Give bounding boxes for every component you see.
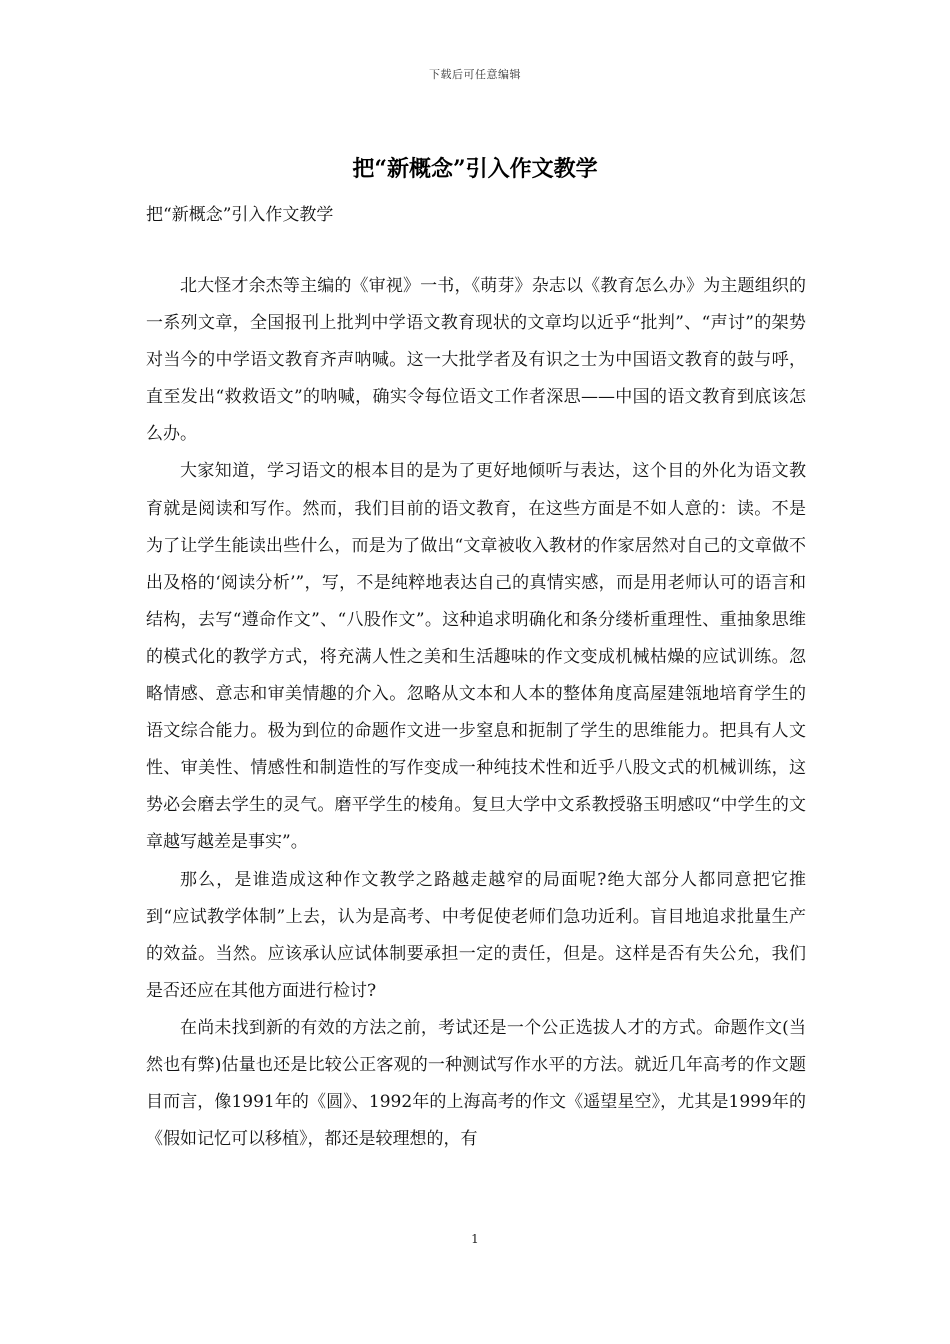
page-header-note: 下载后可任意编辑 xyxy=(429,68,521,81)
paragraph-4: 在尚未找到新的有效的方法之前，考试还是一个公正选拔人才的方式。命题作文(当然也有弊)估量也还是比较公正客观的一种测试写作水平的方法。就近几年高考的作文题目而言，像1991年的《圆》、1992年的上海高考的作文《遥望星空》，尤其是1999年的《假如记忆可以移植》，都还是较理想的，有 xyxy=(146,1017,806,1150)
page-number: 1 xyxy=(471,1232,479,1246)
document-subtitle: 把“新概念”引入作文教学 xyxy=(146,205,334,225)
document-title: 把“新概念”引入作文教学 xyxy=(352,156,598,182)
paragraph-3: 那么，是谁造成这种作文教学之路越走越窄的局面呢?绝大部分人都同意把它推到“应试教学体制”上去，认为是高考、中考促使老师们急功近利。盲目地追求批量生产的效益。当然。应该承认应试体制要承担一定的责任，但是。这样是否有失公允，我们是否还应在其他方面进行检讨? xyxy=(146,869,806,1001)
paragraph-1: 北大怪才余杰等主编的《审视》一书，《萌芽》杂志以《教育怎么办》为主题组织的一系列文章，全国报刊上批判中学语文教育现状的文章均以近乎“批判”、“声讨”的架势对当今的中学语文教育齐声呐喊。这一大批学者及有识之士为中国语文教育的鼓与呼，直至发出“救救语文”的呐喊，确实令每位语文工作者深思——中国的语文教育到底该怎么办。 xyxy=(146,276,806,445)
paragraph-2: 大家知道，学习语文的根本目的是为了更好地倾听与表达，这个目的外化为语文教育就是阅读和写作。然而，我们目前的语文教育，在这些方面是不如人意的：读。不是为了让学生能读出些什么，而是为了做出“文章被收入教材的作家居然对自己的文章做不出及格的‘阅读分析’”，写，不是纯粹地表达自己的真情实感，而是用老师认可的语言和结构，去写“遵命作文”、“八股作文”。这种追求明确化和条分缕析重理性、重抽象思维的模式化的教学方式，将充满人性之美和生活趣味的作文变成机械枯燥的应试训练。忽略情感、意志和审美情趣的介入。忽略从文本和人本的整体角度高屋建瓴地培育学生的语文综合能力。极为到位的命题作文进一步窒息和扼制了学生的思维能力。把具有人文性、审美性、情感性和制造性的写作变成一种纯技术性和近乎八股文式的机械训练，这势必会磨去学生的灵气。磨平学生的棱角。复旦大学中文系教授骆玉明感叹“中学生的文章越写越差是事实”。 xyxy=(146,461,806,853)
document-body xyxy=(146,268,806,1158)
